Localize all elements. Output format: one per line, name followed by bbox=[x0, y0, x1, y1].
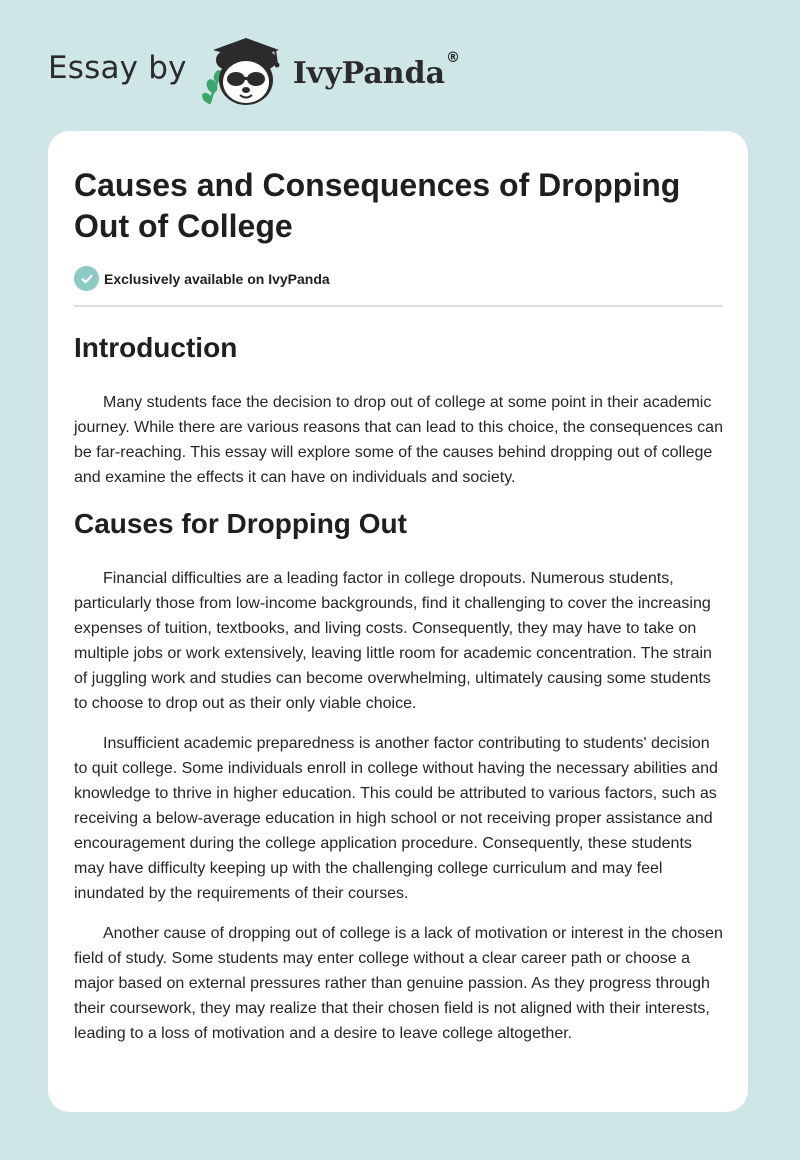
section-heading-causes: Causes for Dropping Out bbox=[74, 508, 407, 539]
paragraph: Another cause of dropping out of college is a lack of motivation or interest in the chosen field of study. Some students may enter college without a clear career path or choose a major based on external pressures rather than genuine passion. As they progress through their coursework, they may realize that their chosen field is not aligned with their interests, leading to a loss of motivation and a desire to leave college altogether. bbox=[74, 925, 723, 1042]
brand-header bbox=[48, 34, 460, 110]
exclusive-badge bbox=[74, 266, 722, 291]
paragraph: Many students face the decision to drop out of college at some point in their academic journey. While there are various reasons that can lead to this choice, the consequences can be far-reaching. This essay will explore some of the causes behind dropping out of college and examine the effects it can have on individuals and society. bbox=[74, 394, 723, 486]
panda-logo-icon bbox=[201, 34, 289, 110]
divider bbox=[74, 305, 723, 307]
exclusive-badge-label: Exclusively available on IvyPanda bbox=[104, 270, 330, 287]
registered-mark: ® bbox=[446, 49, 461, 66]
paragraph: Financial difficulties are a leading factor in college dropouts. Numerous students, particularly those from low-income backgrounds, find it challenging to cover the increasing expenses of tuition, textbooks, and living costs. Consequently, they may have to take on multiple jobs or work extensively, leaving little room for academic concentration. The strain of juggling work and studies can become overwhelming, ultimately causing some students to choose to drop out as their only viable choice. bbox=[74, 570, 712, 712]
brand-prefix: Essay by bbox=[48, 50, 187, 86]
brand-name-text: IvyPanda bbox=[292, 55, 446, 91]
brand-name bbox=[292, 49, 461, 91]
essay-card bbox=[48, 131, 748, 1112]
essay-title: Causes and Consequences of Dropping Out of College bbox=[74, 167, 681, 244]
paragraph: Insufficient academic preparedness is another factor contributing to students' decision to quit college. Some individuals enroll in college without having the necessary abilities and knowledge to thrive in higher education. This could be attributed to various factors, such as receiving a below-average education in high school or not receiving proper assistance and encouragement during the college application procedure. Consequently, these students may have difficulty keeping up with the challenging college curriculum and may feel inundated by the requirements of their courses. bbox=[74, 735, 718, 902]
section-heading-introduction: Introduction bbox=[74, 332, 238, 363]
check-circle-icon bbox=[74, 266, 99, 291]
